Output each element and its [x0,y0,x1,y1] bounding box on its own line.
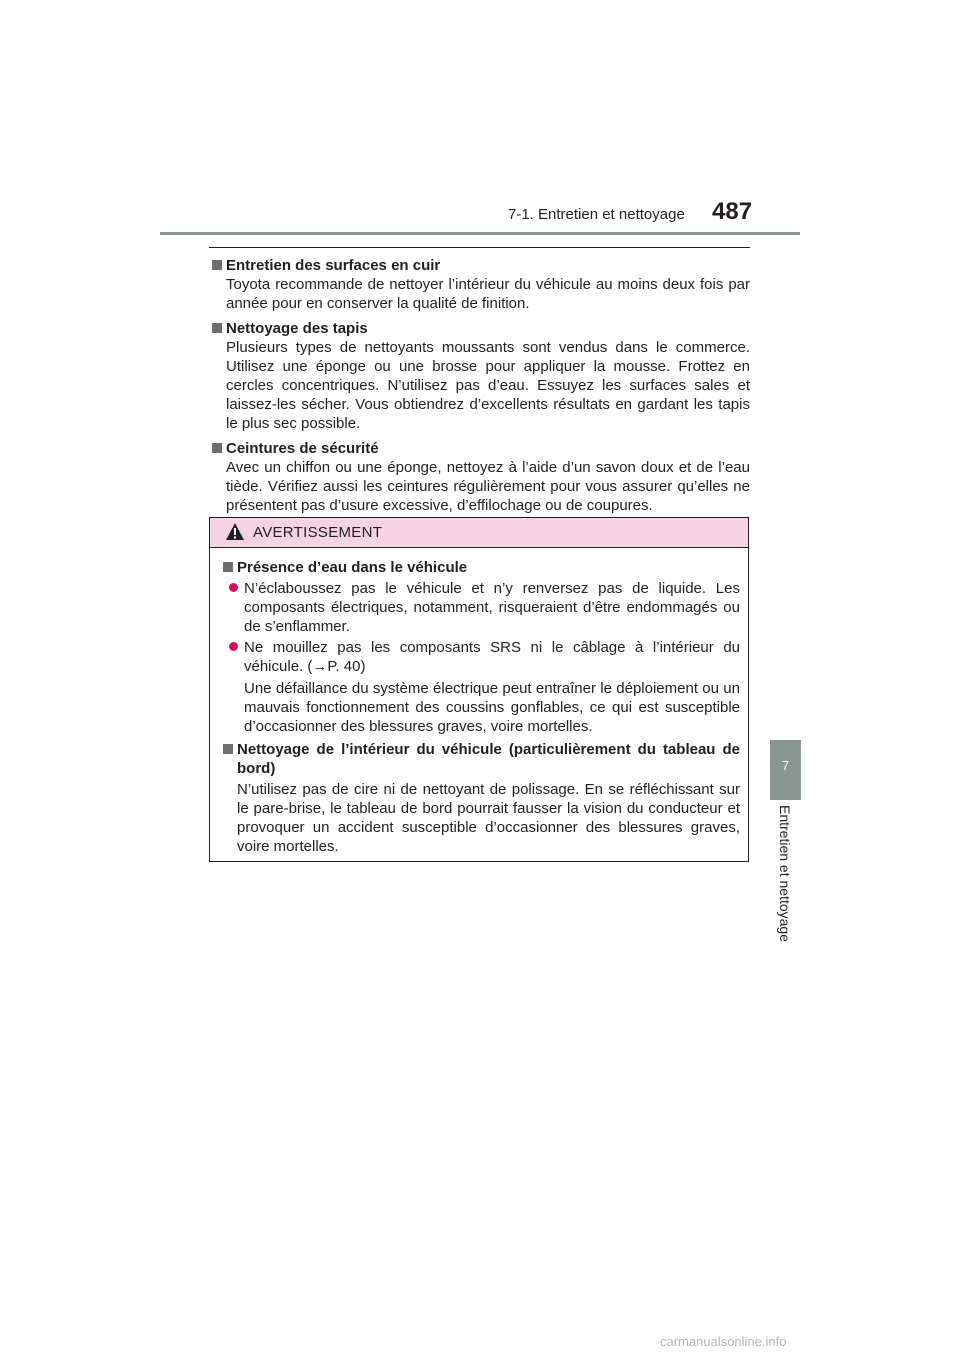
section-heading: Entretien des surfaces en cuir [226,257,441,274]
bullet-text: N’éclaboussez pas le véhicule et n’y renversez pas de liquide. Les composants électriques, notamment, risqueraient d’être endommagés ou de s’enflammer. [244,580,740,635]
section-leather [209,256,750,313]
section-body: Plusieurs types de nettoyants moussants sont vendus dans le commerce. Utilisez une éponge ou une brosse pour appliquer la mousse. Frottez en cercles concentriques. N’utilisez pas d’eau. Essuyez les surfaces sales et laissez-les sécher. Vous obtiendrez d’excellents résultats en gardant les tapis le plus sec possible. [226,339,750,432]
warning-section-interior [220,740,740,856]
section-carpets [209,319,750,433]
warning-label: AVERTISSEMENT [253,524,383,541]
header-rule [160,232,800,235]
section-body: Avec un chiffon ou une éponge, nettoyez à l’aide d’un savon doux et de l’eau tiède. Vérifiez aussi les ceintures régulièrement pour vous assurer qu’elles ne présentent pas d’usure excessive, d’effilochage ou de coupures. [226,459,750,514]
square-marker-icon [212,443,222,453]
section-seatbelts [209,439,750,515]
warning-text: N’utilisez pas de cire ni de nettoyant de polissage. En se réfléchissant sur le pare-brise, le tableau de bord pourrait fausser la vision du conducteur et provoquer un accident susceptible d’occasionner des blessures graves, voire mortelles. [237,781,740,855]
header-title: 7-1. Entretien et nettoyage [508,206,685,223]
bullet-dot-icon [229,642,238,651]
warning-header [210,518,748,548]
square-marker-icon [212,260,222,270]
chapter-number: 7 [781,758,790,773]
main-content [209,256,750,521]
section-body: Toyota recommande de nettoyer l’intérieur du véhicule au moins deux fois par année pour en conserver la qualité de finition. [226,276,750,312]
warning-section-water [220,558,740,736]
section-heading: Ceintures de sécurité [226,440,379,457]
page-number: 487 [712,198,753,225]
warning-body [210,548,748,856]
footer-watermark: carmanualsonline.info [660,1334,787,1349]
bullet-dot-icon [229,583,238,592]
square-marker-icon [223,562,233,572]
bullet-extra-text: Une défaillance du système électrique peut entraîner le déploiement ou un mauvais fonctionnement des coussins gonflables, ce qui est susceptible d’occasionner des blessures graves, voire mortelles. [244,680,740,735]
bullet-text: Ne mouillez pas les composants SRS ni le câblage à l’intérieur du véhicule. (→P. 40) [244,639,740,675]
chapter-label: Entretien et nettoyage [777,805,793,942]
bullet-item [228,638,740,676]
square-marker-icon [223,744,233,754]
warning-heading: Présence d’eau dans le véhicule [237,559,468,576]
warning-triangle-icon [225,522,245,542]
section-heading: Nettoyage des tapis [226,320,368,337]
warning-heading: Nettoyage de l’intérieur du véhicule (particulièrement du tableau de bord) [237,741,740,777]
square-marker-icon [212,323,222,333]
warning-box [209,517,749,862]
bullet-item [228,579,740,636]
content-rule [209,247,750,248]
